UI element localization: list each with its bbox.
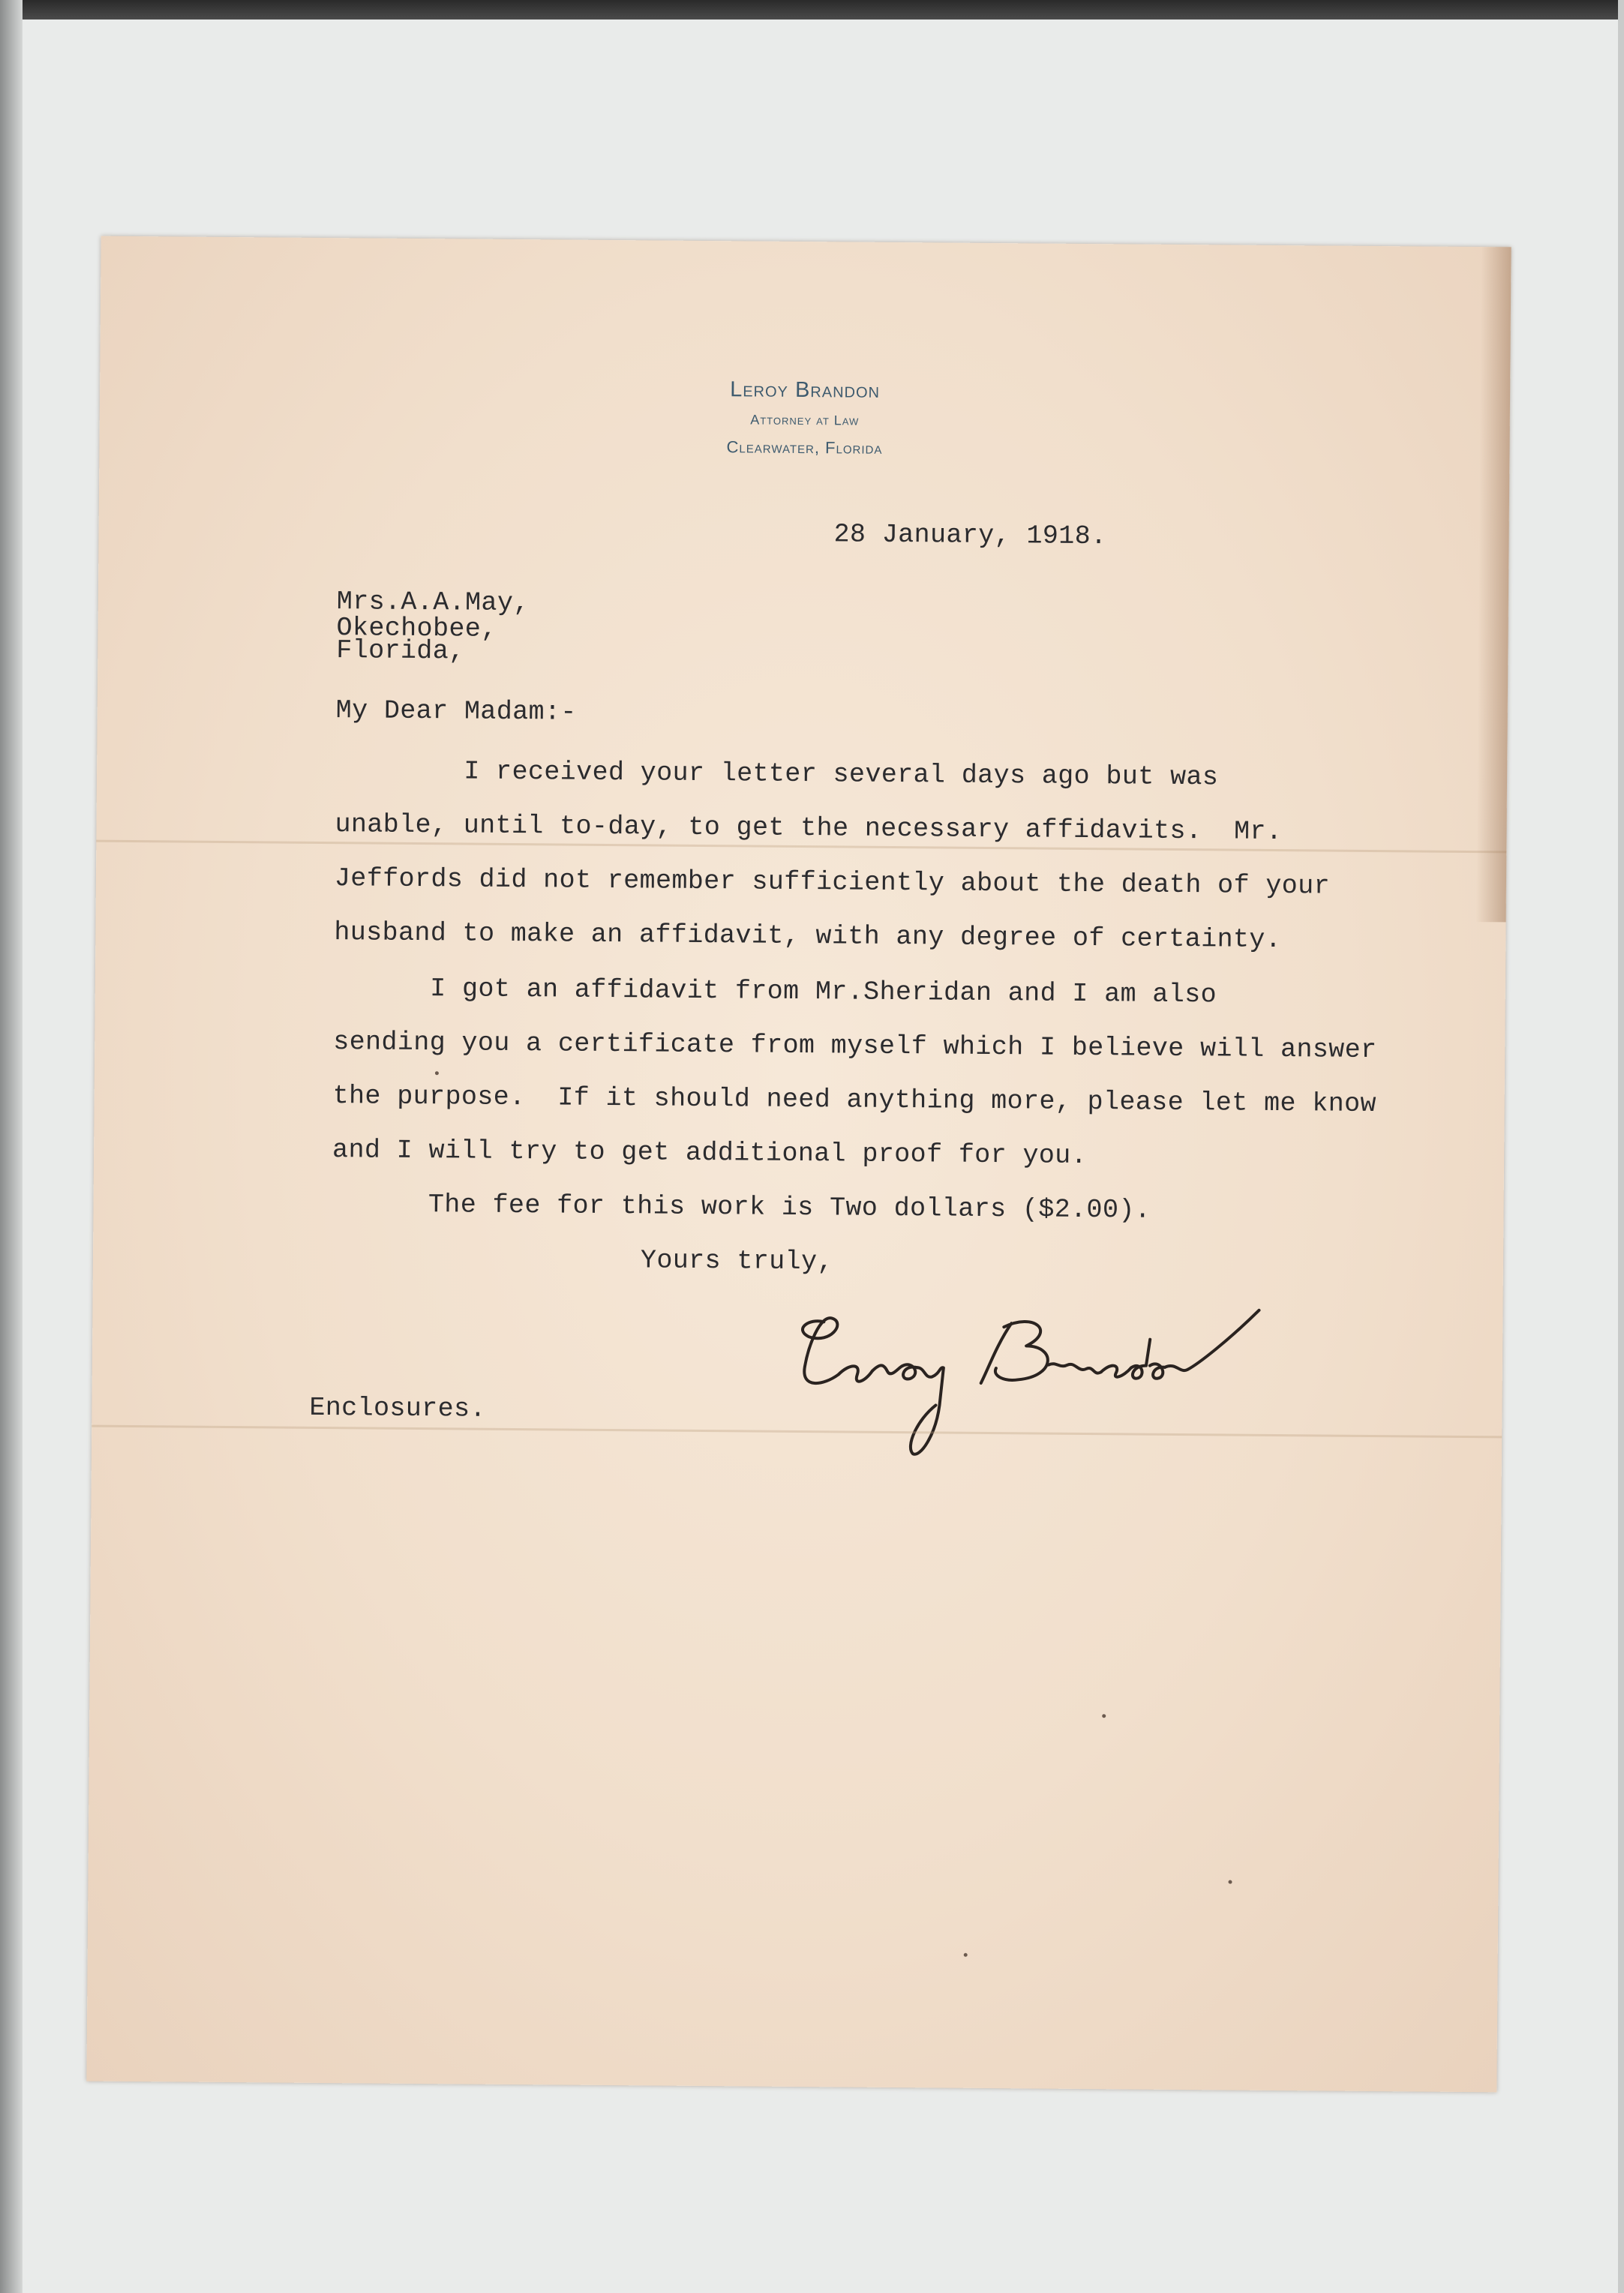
body-line: sending you a certificate from myself which I believe will answer: [333, 1027, 1377, 1066]
letterhead-location: Clearwater, Florida: [726, 437, 883, 458]
body-line: the purpose. If it should need anything more, please let me know: [332, 1081, 1377, 1120]
scanner-left-edge: [0, 0, 23, 2293]
scanner-right-edge: [1618, 0, 1624, 2293]
body-line: I got an affidavit from Mr.Sheridan and I am also: [333, 973, 1217, 1010]
scanner-top-edge: [0, 0, 1624, 20]
body-line: unable, until to-day, to get the necessary affidavits. Mr.: [335, 809, 1283, 848]
paper-stain: [1476, 247, 1511, 922]
letterhead-title: Attorney at Law: [750, 412, 860, 428]
body-line: Jeffords did not remember sufficiently about the death of your: [334, 863, 1331, 902]
letter-sheet: [86, 236, 1511, 2093]
signature: [778, 1292, 1319, 1476]
body-line: The fee for this work is Two dollars ($2.00).: [332, 1189, 1151, 1226]
closing: Yours truly,: [640, 1245, 833, 1277]
paper-speck: [1228, 1880, 1232, 1884]
salutation: My Dear Madam:-: [335, 695, 577, 728]
body-line: husband to make an affidavit, with any degree of certainty.: [334, 917, 1282, 956]
recipient-line-3: Florida,: [336, 635, 465, 667]
enclosures-note: Enclosures.: [309, 1392, 487, 1424]
paper-speck: [1102, 1714, 1106, 1718]
paper-speck: [964, 1953, 968, 1957]
letter-date: 28 January, 1918.: [833, 519, 1107, 552]
letterhead-name: Leroy Brandon: [730, 377, 881, 403]
body-line: I received your letter several days ago but was: [335, 755, 1219, 793]
recipient-line-2: Okechobee,: [336, 613, 497, 644]
recipient-line-1: Mrs.A.A.May,: [336, 587, 530, 619]
body-line: and I will try to get additional proof for you.: [332, 1135, 1088, 1172]
paper-speck: [435, 1071, 439, 1075]
